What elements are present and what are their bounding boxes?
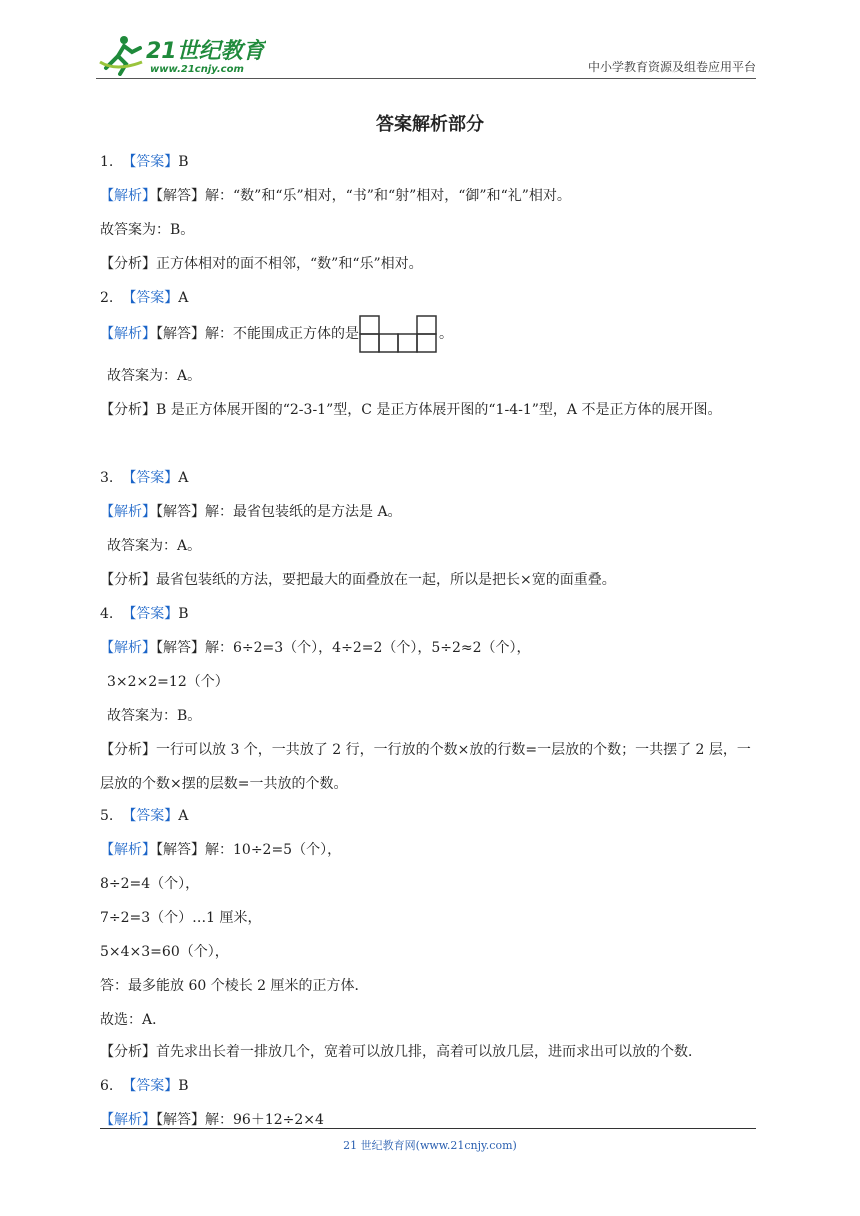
q5-line5: 答：最多能放 60 个棱长 2 厘米的正方体． <box>100 978 369 994</box>
page-footer: 21 世纪教育网(www.21cnjy.com) <box>343 1139 517 1152</box>
q5-conclusion: 故选：A． <box>100 1012 167 1028</box>
runner-logo-icon <box>96 32 266 76</box>
q3-solution: 【解析】【解答】解：最省包装纸的是方法是 A。 <box>100 504 402 520</box>
q5-solution: 【解析】【解答】解：10÷2=5（个）， <box>100 842 342 858</box>
q5-line3: 7÷2=3（个）…1 厘米， <box>100 910 262 926</box>
q4-solution: 【解析】【解答】解：6÷2=3（个），4÷2=2（个），5÷2≈2（个）， <box>100 640 531 656</box>
q4-calc: 3×2×2=12（个） <box>107 674 229 690</box>
q3-answer: 3. 【答案】A <box>100 470 189 486</box>
q4-reasoning: 【分析】一行可以放 3 个，一共放了 2 行，一行放的个数×放的行数=一层放的个数；一共摆了 2 层，一层放的个数×摆的层数=一共放的个数。 <box>100 742 751 792</box>
q2-answer: 2. 【答案】A <box>100 290 189 306</box>
logo <box>96 32 266 76</box>
q1-answer: 1. 【答案】B <box>100 154 189 170</box>
page-header <box>96 30 756 79</box>
q5-reasoning: 【分析】首先求出长着一排放几个，宽着可以放几排，高着可以放几层，进而求出可以放的个数． <box>100 1044 702 1060</box>
cube-net-figure <box>359 315 439 353</box>
q6-answer: 6. 【答案】B <box>100 1078 189 1094</box>
q4-conclusion: 故答案为：B。 <box>107 708 202 724</box>
q2-conclusion: 故答案为：A。 <box>107 368 202 384</box>
page-title: 答案解析部分 <box>376 114 484 135</box>
q1-reasoning: 【分析】正方体相对的面不相邻，“数”和“乐”相对。 <box>100 256 423 272</box>
q2-solution: 【解析】【解答】解：不能围成正方体的是 。 <box>100 315 453 353</box>
svg-text:www.21cnjy.com: www.21cnjy.com <box>150 64 244 75</box>
footer-divider <box>100 1128 756 1129</box>
header-tagline: 中小学教育资源及组卷应用平台 <box>587 60 756 74</box>
q3-reasoning: 【分析】最省包装纸的方法，要把最大的面叠放在一起，所以是把长×宽的面重叠。 <box>100 572 616 588</box>
q6-solution: 【解析】【解答】解：96＋12÷2×4 <box>100 1112 324 1128</box>
q3-conclusion: 故答案为：A。 <box>107 538 202 554</box>
q1-conclusion: 故答案为：B。 <box>100 222 195 238</box>
q2-reasoning: 【分析】B 是正方体展开图的“2-3-1”型，C 是正方体展开图的“1-4-1”型，A 不是正方体的展开图。 <box>100 402 722 418</box>
q5-line2: 8÷2=4（个）， <box>100 876 200 892</box>
q1-solution: 【解析】【解答】解：“数”和“乐”相对，“书”和“射”相对，“御”和“礼”相对。 <box>100 188 571 204</box>
svg-text:21世纪教育: 21世纪教育 <box>146 39 265 64</box>
q5-line4: 5×4×3=60（个）， <box>100 944 229 960</box>
q5-answer: 5. 【答案】A <box>100 808 189 824</box>
q4-answer: 4. 【答案】B <box>100 606 189 622</box>
